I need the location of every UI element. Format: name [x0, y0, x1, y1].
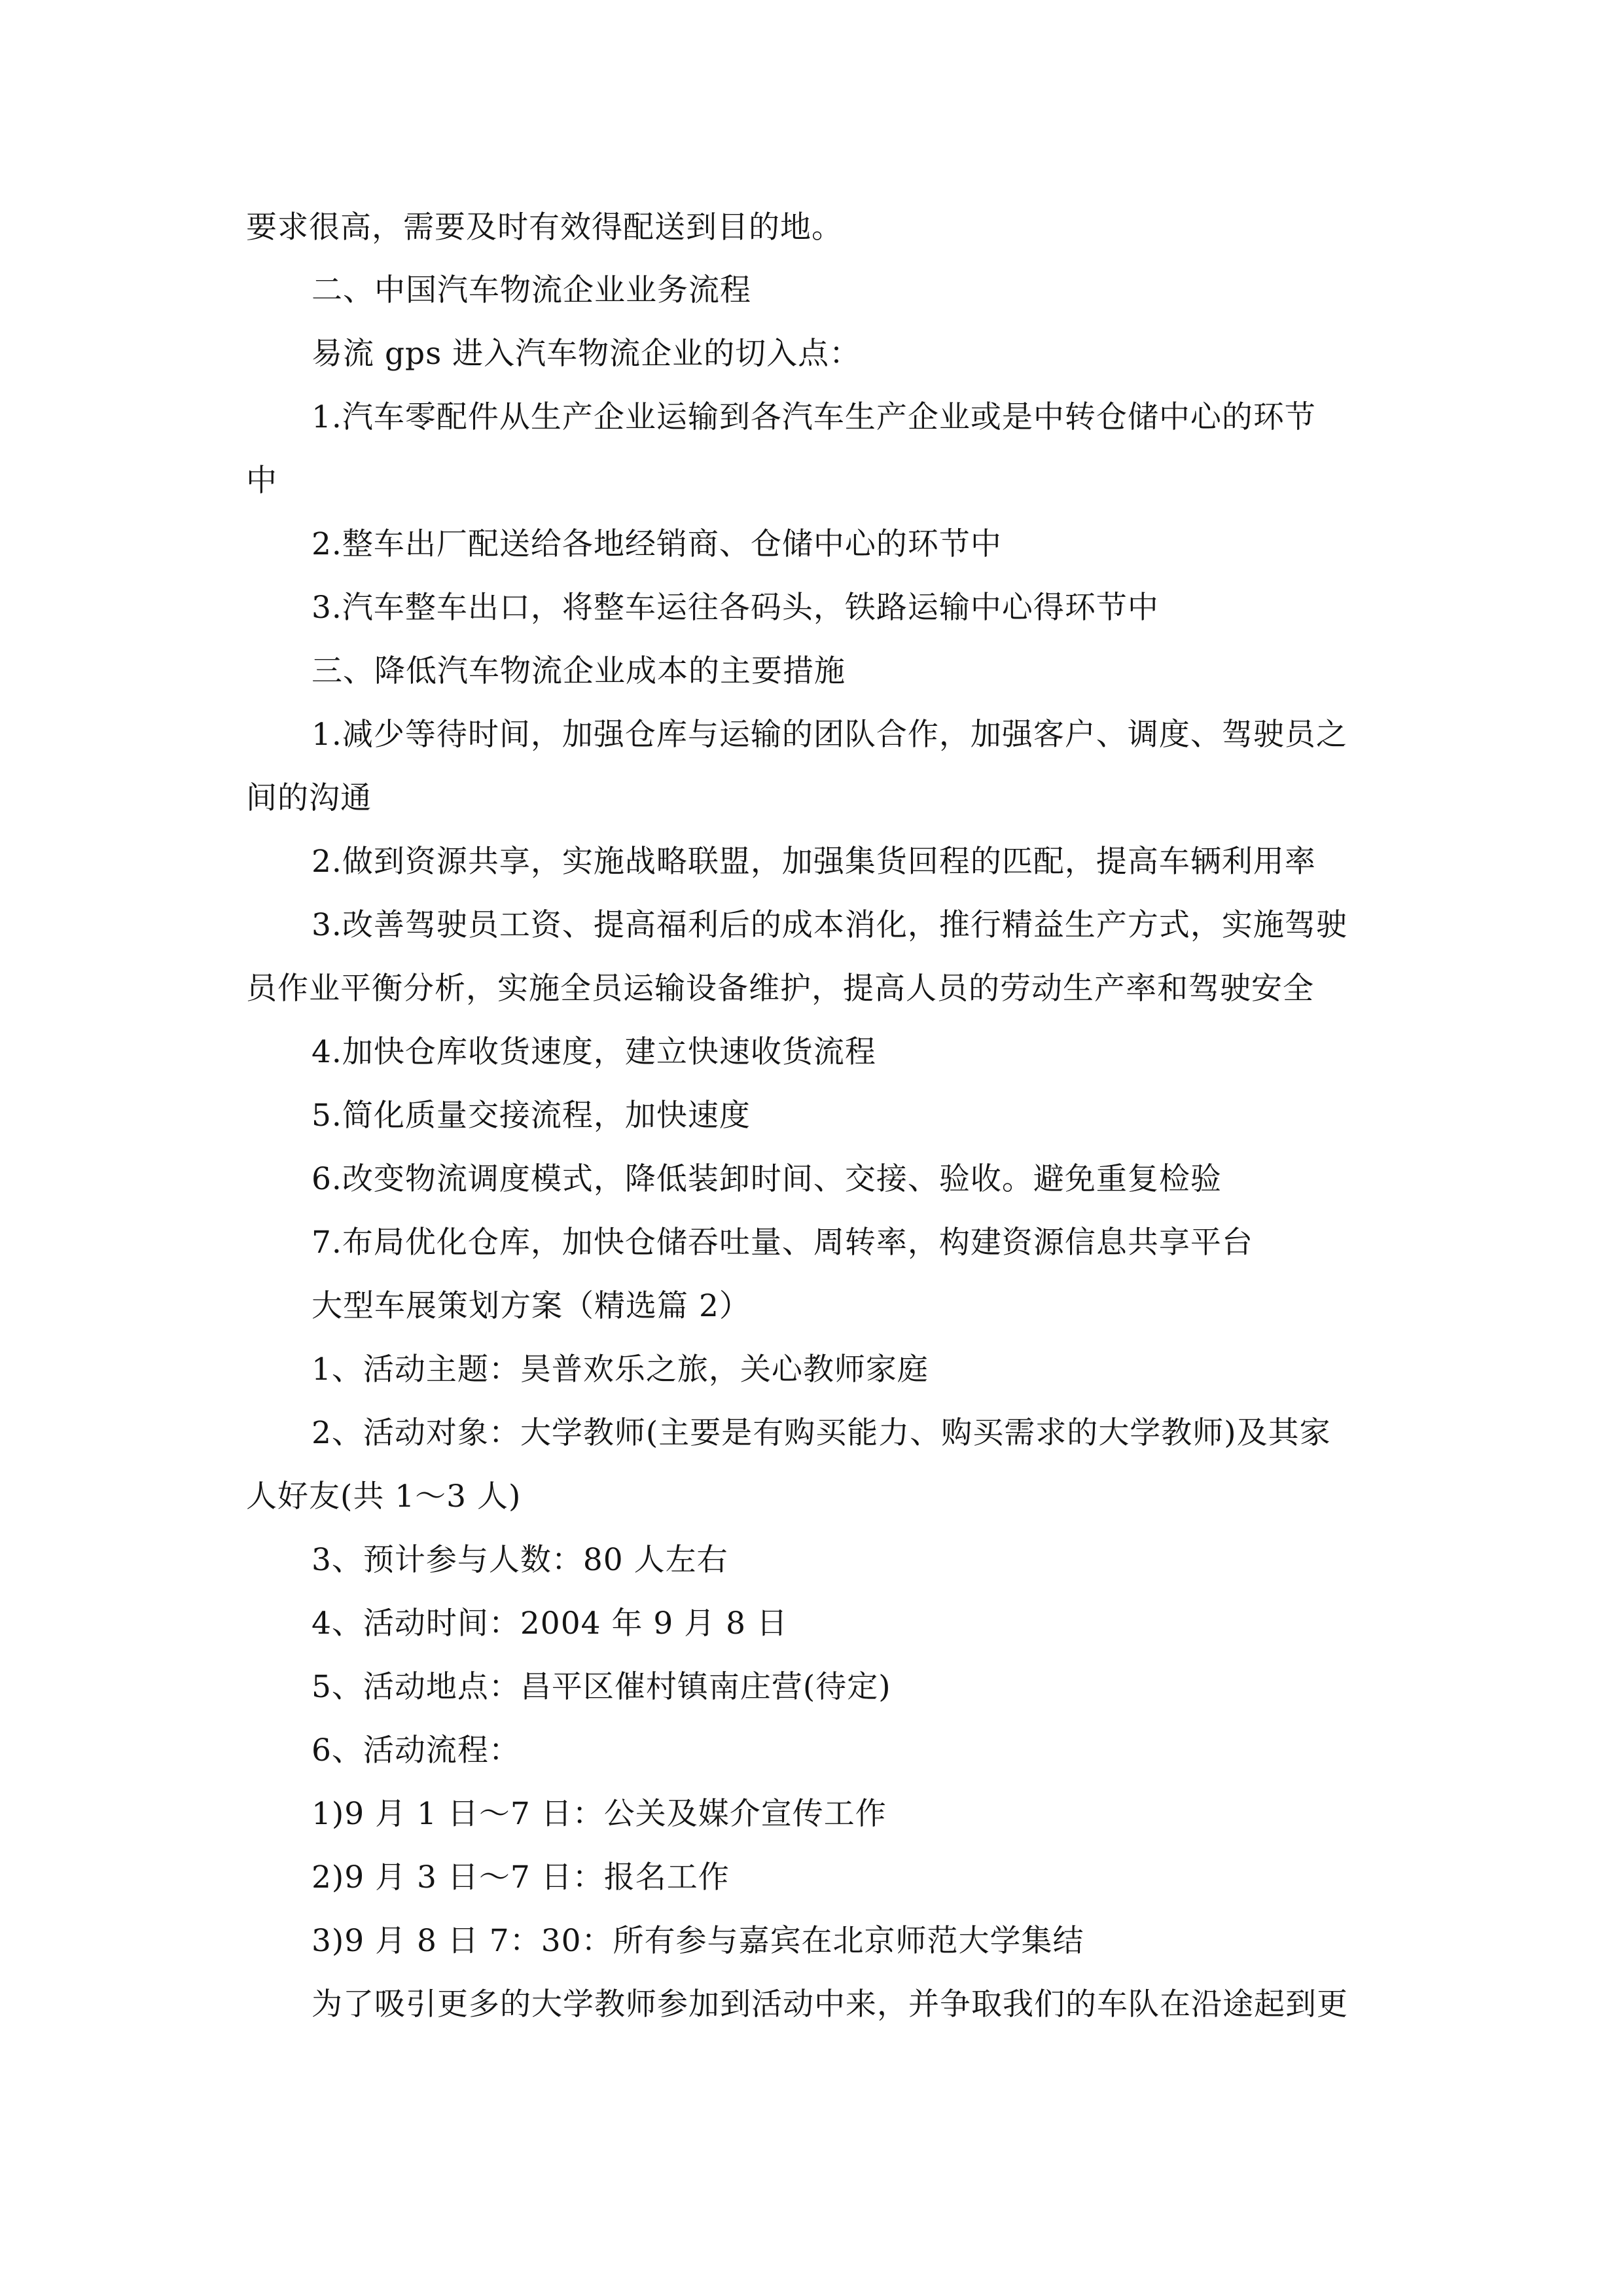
list-item-entry-2: 2.整车出厂配送给各地经销商、仓储中心的环节中 — [312, 526, 1002, 562]
paragraph-continuation: 要求很高，需要及时有效得配送到目的地。 — [246, 209, 843, 245]
activity-audience: 2、活动对象：大学教师(主要是有购买能力、购买需求的大学教师)及其家 — [312, 1415, 1331, 1451]
list-item-measure-1-cont: 间的沟通 — [246, 780, 372, 816]
list-item-entry-3: 3.汽车整车出口，将整车运往各码头，铁路运输中心得环节中 — [312, 590, 1159, 626]
process-step-2: 2)9 月 3 日～7 日：报名工作 — [312, 1859, 730, 1895]
list-item-entry-1: 1.汽车零配件从生产企业运输到各汽车生产企业或是中转仓储中心的环节 — [312, 399, 1316, 435]
list-item-measure-2: 2.做到资源共享，实施战略联盟，加强集货回程的匹配，提高车辆利用率 — [312, 844, 1316, 880]
activity-audience-cont: 人好友(共 1～3 人) — [246, 1479, 522, 1515]
closing-paragraph: 为了吸引更多的大学教师参加到活动中来，并争取我们的车队在沿途起到更 — [312, 1986, 1348, 2022]
activity-participants: 3、预计参与人数：80 人左右 — [312, 1542, 728, 1578]
process-step-1: 1)9 月 1 日～7 日：公关及媒介宣传工作 — [312, 1796, 887, 1832]
article-title: 大型车展策划方案（精选篇 2） — [312, 1288, 751, 1324]
list-item-measure-6: 6.改变物流调度模式，降低装卸时间、交接、验收。避免重复检验 — [312, 1161, 1222, 1197]
activity-process-heading: 6、活动流程： — [312, 1732, 520, 1768]
list-item-measure-5: 5.简化质量交接流程，加快速度 — [312, 1098, 751, 1134]
list-item-measure-1: 1.减少等待时间，加强仓库与运输的团队合作，加强客户、调度、驾驶员之 — [312, 717, 1347, 753]
paragraph-entry-point-intro: 易流 gps 进入汽车物流企业的切入点： — [312, 336, 861, 372]
section-heading-3: 三、降低汽车物流企业成本的主要措施 — [312, 653, 846, 689]
section-heading-2: 二、中国汽车物流企业业务流程 — [312, 272, 751, 308]
list-item-measure-4: 4.加快仓库收货速度，建立快速收货流程 — [312, 1034, 876, 1070]
list-item-measure-7: 7.布局优化仓库，加快仓储吞吐量、周转率，构建资源信息共享平台 — [312, 1225, 1253, 1261]
process-step-3: 3)9 月 8 日 7：30：所有参与嘉宾在北京师范大学集结 — [312, 1923, 1084, 1959]
activity-theme: 1、活动主题：昊普欢乐之旅，关心教师家庭 — [312, 1352, 929, 1388]
activity-time: 4、活动时间：2004 年 9 月 8 日 — [312, 1605, 789, 1641]
activity-location: 5、活动地点：昌平区催村镇南庄营(待定) — [312, 1669, 891, 1705]
list-item-entry-1-cont: 中 — [246, 463, 277, 499]
list-item-measure-3-cont: 员作业平衡分析，实施全员运输设备维护，提高人员的劳动生产率和驾驶安全 — [246, 971, 1314, 1007]
list-item-measure-3: 3.改善驾驶员工资、提高福利后的成本消化，推行精益生产方式，实施驾驶 — [312, 907, 1347, 943]
